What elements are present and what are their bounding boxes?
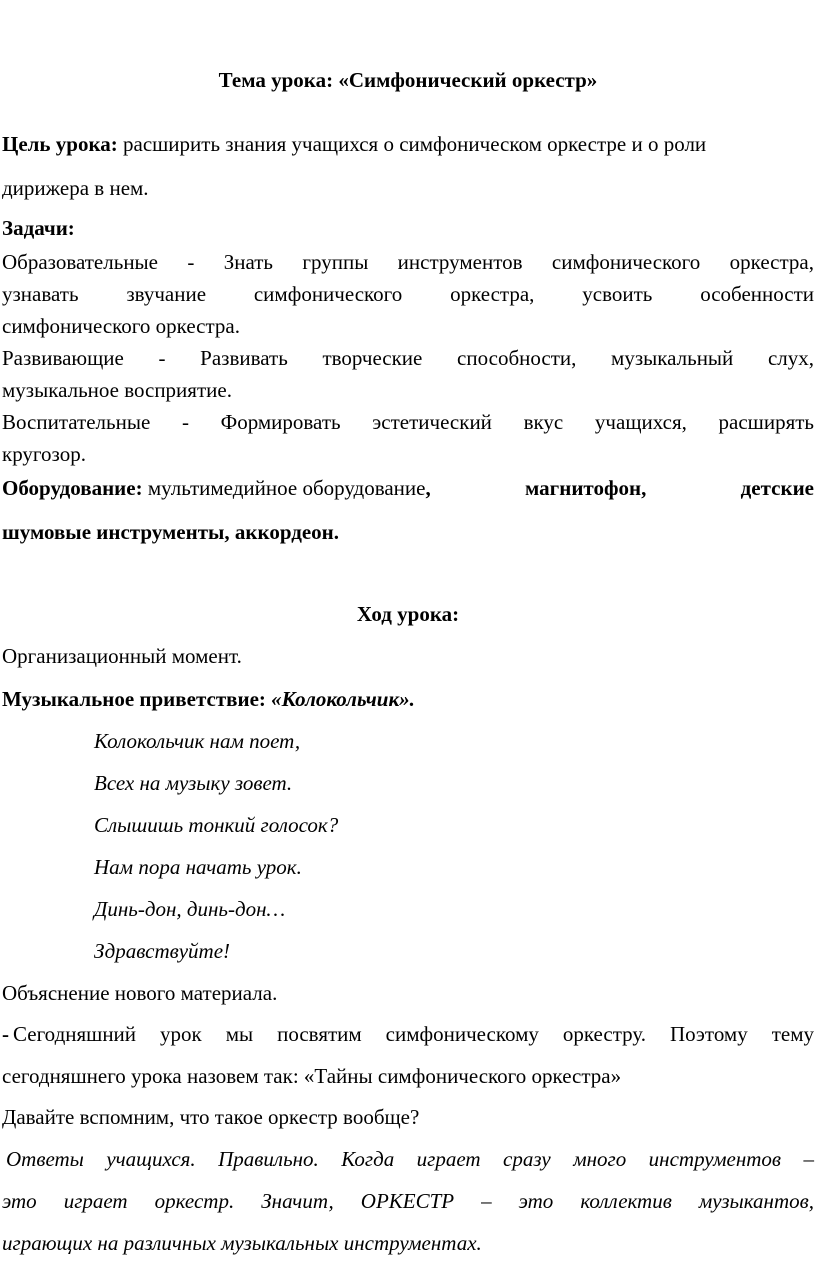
answer-line-3: играющих на различных музыкальных инструментах.: [2, 1231, 482, 1255]
poem-line-2: Всех на музыку зовет.: [94, 771, 293, 795]
lesson-progress-heading: Ход урока:: [356, 602, 460, 626]
developing-line-1: Развивающие - Развивать творческие способности, музыкальный слух,: [2, 346, 814, 370]
intro-line-1: [2, 1024, 814, 1045]
poem-line-4: Нам пора начать урок.: [94, 855, 302, 879]
lesson-title: Тема урока: «Симфонический оркестр»: [218, 68, 598, 92]
goal-line-2: дирижера в нем.: [2, 176, 149, 200]
intro-line-2: сегодняшнего урока назовем так: «Тайны симфонического оркестра»: [2, 1064, 622, 1088]
goal-label: Цель урока:: [2, 132, 118, 156]
question-line: Давайте вспомним, что такое оркестр вообще?: [2, 1105, 420, 1129]
poem-line-5: Динь-дон, динь-дон…: [94, 897, 286, 921]
poem-line-3: Слышишь тонкий голосок?: [94, 813, 339, 837]
upbringing-line-1: Воспитательные - Формировать эстетический вкус учащихся, расширять: [2, 410, 814, 434]
tasks-label: Задачи:: [2, 216, 75, 240]
equipment-text-bold-1: , магнитофон, детские: [425, 476, 814, 500]
greeting-song: «Колокольчик».: [265, 687, 415, 711]
developing-line-2: музыкальное восприятие.: [2, 378, 232, 402]
goal-text-1: расширить знания учащихся о симфоническом оркестре и о роли: [117, 132, 707, 156]
intro-dash: -: [2, 1022, 9, 1046]
greeting-line: [2, 689, 814, 710]
equipment-text-regular: мультимедийное оборудование: [142, 476, 426, 500]
answer-line-2: это играет оркестр. Значит, ОРКЕСТР – это коллектив музыкантов,: [2, 1189, 814, 1213]
answer-line-1: Ответы учащихся. Правильно. Когда играет сразу много инструментов –: [6, 1147, 814, 1171]
org-moment: Организационный момент.: [2, 644, 242, 668]
educational-line-1: Образовательные - Знать группы инструментов симфонического оркестра,: [2, 250, 814, 274]
explanation-heading: Объяснение нового материала.: [2, 981, 278, 1005]
equipment-line-1: [2, 478, 814, 499]
educational-line-3: симфонического оркестра.: [2, 314, 240, 338]
greeting-label: Музыкальное приветствие:: [2, 687, 266, 711]
poem-line-6: Здравствуйте!: [94, 939, 231, 963]
intro-text-1: Сегодняшний урок мы посвятим симфоническому оркестру. Поэтому тему: [13, 1022, 814, 1046]
equipment-line-2: шумовые инструменты, аккордеон.: [2, 520, 340, 544]
upbringing-line-2: кругозор.: [2, 442, 86, 466]
educational-line-2: узнавать звучание симфонического оркестра, усвоить особенности: [2, 282, 814, 306]
equipment-label: Оборудование:: [2, 476, 143, 500]
goal-line-1: [2, 134, 814, 155]
poem-line-1: Колокольчик нам поет,: [94, 729, 301, 753]
